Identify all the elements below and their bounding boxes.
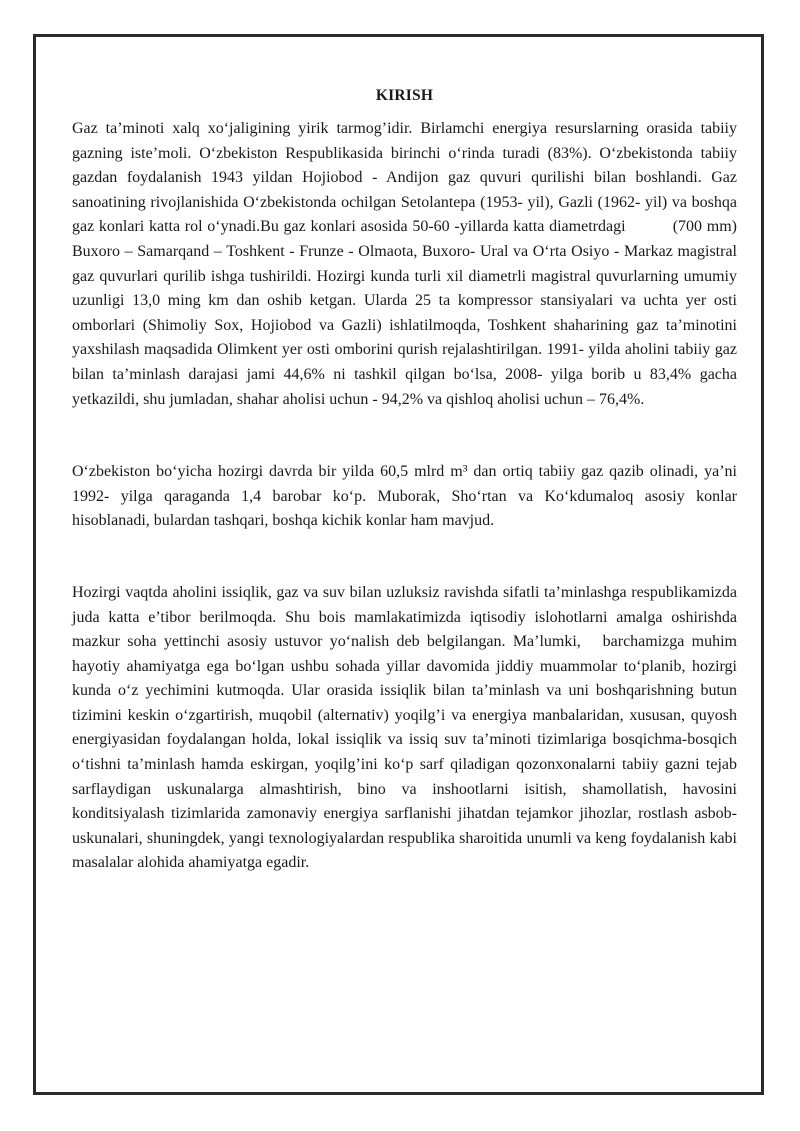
paragraph-intro: Gaz ta’minoti xalq xo‘jaligining yirik tarmog’idir. Birlamchi energiya resurslarning orasida tabiiy gazning iste’moli. O‘zbekiston Respublikasida birinchi o‘rinda turadi (83%). O‘zbekistonda tabiiy gazdan foydalanish 1943 yildan Hojiobod - Andijon gaz quvuri qurilishi bilan boshlandi. Gaz sanoatining rivojlanishida O‘zbekistonda ochilgan Setolantepa (1953- yil), Gazli (1962- yil) va boshqa gaz konlari katta rol o‘ynadi.Bu gaz konlari asosida 50-60 -yillarda katta diametrdagi (700 mm) Buxoro – Samarqand – Toshkent - Frunze - Olmaota, Buxoro- Ural va O‘rta Osiyo - Markaz magistral gaz quvurlari qurilib ishga tushirildi. Hozirgi kunda turli xil diametrli magistral quvurlarning umumiy uzunligi 13,0 ming km dan oshib ketgan. Ularda 25 ta kompressor stansiyalari va uchta yer osti omborlari (Shimoliy Sox, Hojiobod va Gazli) ishlatilmoqda, Toshkent shaharining gaz ta’minotini yaxshilash maqsadida Olimkent yer osti omborini qurish rejalashtirilgan. 1991- yilda aholini tabiiy gaz bilan ta’minlash darajasi jami 44,6% ni tashkil qilgan bo‘lsa, 2008- yilga borib u 83,4% gacha yetkazildi, shu jumladan, shahar aholisi uchun - 94,2% va qishloq aholisi uchun – 76,4%. <box>72 120 741 408</box>
document-title: KIRISH <box>375 87 434 104</box>
paragraph-production: O‘zbekiston bo‘yicha hozirgi davrda bir yilda 60,5 mlrd m³ dan ortiq tabiiy gaz qazib olinadi, ya’ni 1992- yilga qaraganda 1,4 barobar ko‘p. Muborak, Sho‘rtan va Ko‘kdumaloq asosiy konlar hisoblanadi, bulardan tashqari, boshqa kichik konlar ham mavjud. <box>72 463 737 530</box>
paragraph-heating: Hozirgi vaqtda aholini issiqlik, gaz va suv bilan uzluksiz ravishda sifatli ta’minlashga respublikamizda juda katta e’tibor berilmoqda. Shu bois mamlakatimizda iqtisodiy islohotlarni amalga oshirishda mazkur soha yettinchi asosiy ustuvor yo‘nalish deb belgilangan. Ma’lumki, barchamizga muhim hayotiy ahamiyatga ega bo‘lgan ushbu sohada yillar davomida jiddiy muammolar to‘planib, hozirgi kunda o‘z yechimini kutmoqda. Ular orasida issiqlik bilan ta’minlash va uni boshqarishning butun tizimini keskin o‘zgartirish, muqobil (alternativ) yoqilg’i va energiya manbalaridan, xususan, quyosh energiyasidan foydalangan holda, lokal issiqlik va issiq suv ta’minoti tizimlariga bosqichma-bosqich o‘tishni ta’minlash hamda eskirgan, yoqilg’ini ko‘p sarf qiladigan qozonxonalarni tabiiy gazni tejab sarflaydigan uskunalarga almashtirish, bino va inshootlarni isitish, shamollatish, havosini konditsiyalash tizimlarida zamonaviy energiya sarflanishi jihatdan tejamkor jihozlar, rostlash asbob-uskunalari, shuningdek, yangi texnologiyalardan respublika sharoitida unumli va keng foydalanish kabi masalalar alohida ahamiyatga egadir. <box>72 583 741 872</box>
document-body <box>72 86 741 876</box>
